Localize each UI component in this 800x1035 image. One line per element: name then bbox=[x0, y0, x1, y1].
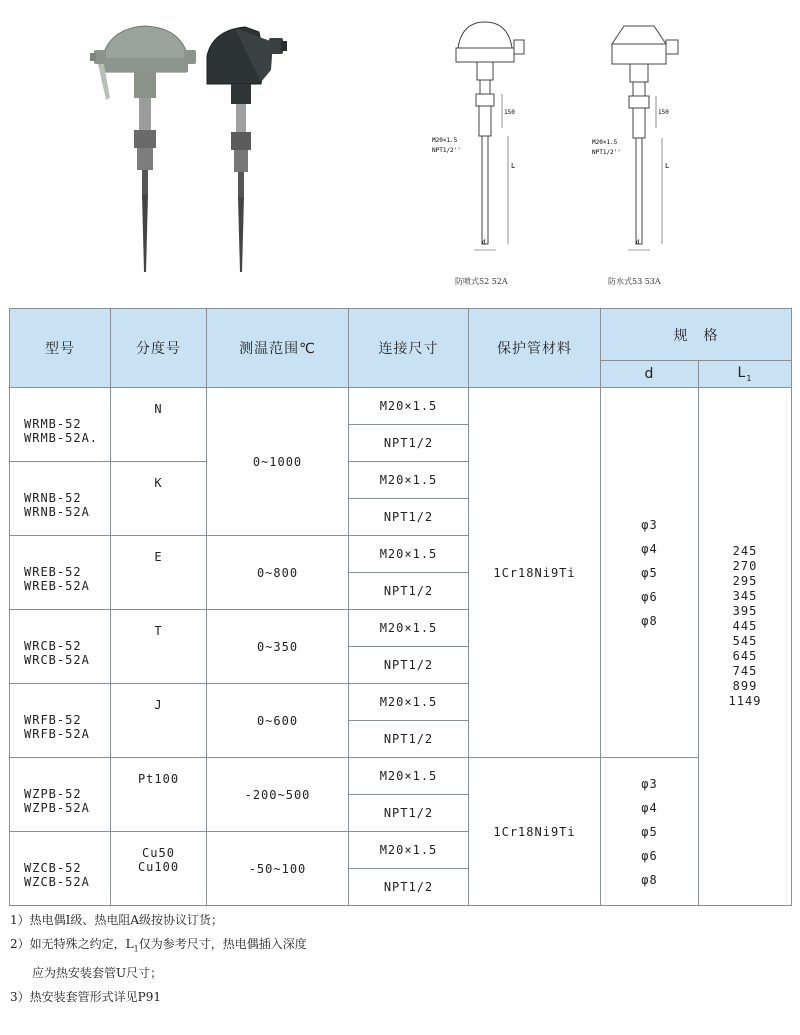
connection-cell: NPT1/2 bbox=[349, 795, 469, 832]
range-cell: -200~500 bbox=[207, 758, 349, 832]
note-2: 2）如无特殊之约定，$L_1$仅为参考尺寸，热电偶插入深度 bbox=[10, 937, 307, 954]
thread-npt-label-2: NPT1/2'' bbox=[592, 149, 621, 156]
header-L1: $L_1$ bbox=[699, 361, 792, 388]
d-values-cell: φ3 φ4 φ5 φ6 φ8 bbox=[601, 388, 699, 758]
thermocouple-photo-dark bbox=[195, 22, 295, 277]
grade-cell: Pt100 bbox=[111, 758, 207, 832]
table-row bbox=[10, 758, 792, 795]
header-range: 测温范围℃ bbox=[207, 309, 349, 388]
model-cell: WRMB-52 WRMB-52A. bbox=[10, 388, 111, 462]
connection-cell: M20×1.5 bbox=[349, 462, 469, 499]
thread-npt-label: NPT1/2'' bbox=[432, 147, 461, 154]
material-cell: 1Cr18Ni9Ti bbox=[469, 388, 601, 758]
spec-table-body bbox=[10, 388, 792, 906]
model-cell: WRNB-52 WRNB-52A bbox=[10, 462, 111, 536]
note-2b: 应为热安装套管U尺寸； bbox=[32, 966, 163, 981]
connection-cell: M20×1.5 bbox=[349, 610, 469, 647]
dim-150-label-2: 150 bbox=[658, 109, 669, 116]
connection-cell: NPT1/2 bbox=[349, 647, 469, 684]
connection-cell: M20×1.5 bbox=[349, 388, 469, 425]
grade-cell: J bbox=[111, 684, 207, 758]
grade-cell: N bbox=[111, 388, 207, 462]
range-cell: -50~100 bbox=[207, 832, 349, 906]
model-cell: WZPB-52 WZPB-52A bbox=[10, 758, 111, 832]
header-model: 型号 bbox=[10, 309, 111, 388]
header-grade: 分度号 bbox=[111, 309, 207, 388]
dimension-drawing-53 bbox=[590, 18, 700, 258]
spec-table bbox=[9, 308, 792, 906]
grade-cell: K bbox=[111, 462, 207, 536]
table-row bbox=[10, 388, 792, 425]
model-cell: WREB-52 WREB-52A bbox=[10, 536, 111, 610]
thread-m20-label-2: M20×1.5 bbox=[592, 139, 618, 146]
dim-d-label-2: d bbox=[636, 239, 640, 246]
dim-L-label: L bbox=[511, 162, 516, 170]
connection-cell: M20×1.5 bbox=[349, 832, 469, 869]
footnotes bbox=[10, 908, 307, 1009]
header-connection: 连接尺寸 bbox=[349, 309, 469, 388]
connection-cell: M20×1.5 bbox=[349, 684, 469, 721]
dim-150-label: 150 bbox=[504, 109, 515, 116]
model-cell: WRCB-52 WRCB-52A bbox=[10, 610, 111, 684]
grade-cell: T bbox=[111, 610, 207, 684]
L1-values-cell: 245 270 295 345 395 445 545 645 745 899 1149 bbox=[699, 388, 792, 906]
header-material: 保护管材料 bbox=[469, 309, 601, 388]
range-cell: 0~600 bbox=[207, 684, 349, 758]
d-values-cell-2: φ3 φ4 φ5 φ6 φ8 bbox=[601, 758, 699, 906]
range-cell: 0~800 bbox=[207, 536, 349, 610]
model-cell: WZCB-52 WZCB-52A bbox=[10, 832, 111, 906]
note-3: 3）热安装套管形式详见P91 bbox=[10, 990, 161, 1005]
range-cell: 0~350 bbox=[207, 610, 349, 684]
model-cell: WRFB-52 WRFB-52A bbox=[10, 684, 111, 758]
grade-cell: E bbox=[111, 536, 207, 610]
header-d: d bbox=[601, 361, 699, 388]
dim-d-label: d bbox=[482, 239, 486, 246]
header-spec: 规 格 bbox=[601, 309, 792, 361]
note-1: 1）热电偶I级、热电阻A级按协议订货； bbox=[10, 913, 224, 927]
connection-cell: NPT1/2 bbox=[349, 721, 469, 758]
connection-cell: NPT1/2 bbox=[349, 869, 469, 906]
dim-L-label-2: L bbox=[665, 162, 670, 170]
connection-cell: M20×1.5 bbox=[349, 758, 469, 795]
connection-cell: NPT1/2 bbox=[349, 573, 469, 610]
connection-cell: NPT1/2 bbox=[349, 425, 469, 462]
connection-cell: M20×1.5 bbox=[349, 536, 469, 573]
thread-m20-label: M20×1.5 bbox=[432, 137, 458, 144]
connection-cell: NPT1/2 bbox=[349, 499, 469, 536]
drawing-caption-53: 防水式53 53A bbox=[608, 277, 661, 286]
drawing-caption-52: 防喷式52 52A bbox=[455, 277, 508, 286]
material-cell-2: 1Cr18Ni9Ti bbox=[469, 758, 601, 906]
range-cell: 0~1000 bbox=[207, 388, 349, 536]
grade-cell: Cu50 Cu100 bbox=[111, 832, 207, 906]
dimension-drawing-52 bbox=[430, 18, 540, 258]
thermocouple-photo-grey bbox=[90, 20, 200, 280]
